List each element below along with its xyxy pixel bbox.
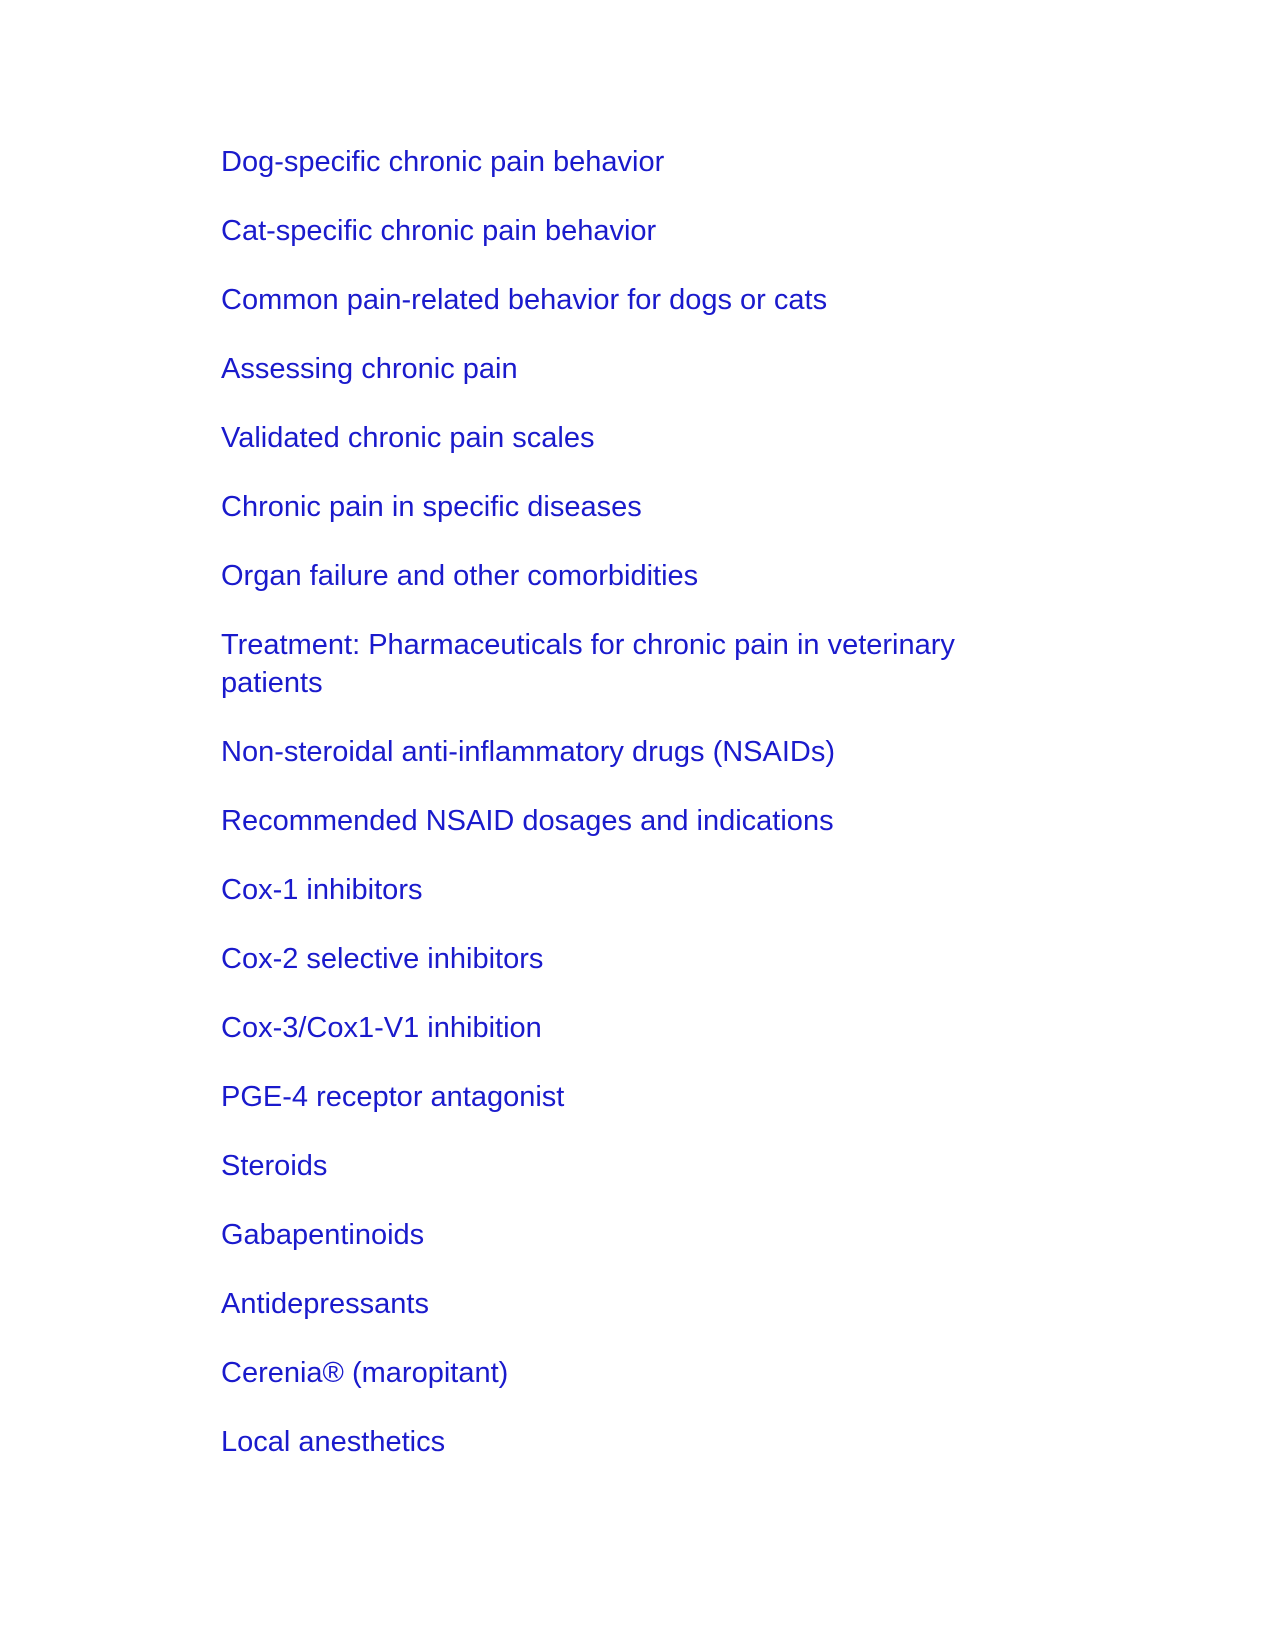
toc-item-assessing bbox=[221, 350, 1041, 388]
toc-item-diseases bbox=[221, 488, 1041, 526]
toc-link-local-anesthetics[interactable]: Local anesthetics bbox=[221, 1426, 446, 1458]
toc-link-cox2[interactable]: Cox-2 selective inhibitors bbox=[221, 943, 544, 975]
toc-item-treatment bbox=[221, 626, 1041, 702]
toc-item-cat-behavior bbox=[221, 212, 1041, 250]
toc-link-dog-behavior[interactable]: Dog-specific chronic pain behavior bbox=[221, 146, 665, 178]
toc-item-pge4 bbox=[221, 1078, 1041, 1116]
toc-item-local-anesthetics bbox=[221, 1423, 1041, 1461]
toc-link-antidepressants[interactable]: Antidepressants bbox=[221, 1288, 429, 1320]
toc-item-cox3 bbox=[221, 1009, 1041, 1047]
toc-link-common-behavior[interactable]: Common pain-related behavior for dogs or cats bbox=[221, 284, 828, 316]
toc-item-nsaids bbox=[221, 733, 1041, 771]
toc-item-organ-failure bbox=[221, 557, 1041, 595]
toc-link-gabapentinoids[interactable]: Gabapentinoids bbox=[221, 1219, 425, 1251]
table-of-contents bbox=[221, 143, 1041, 1492]
toc-link-cox1[interactable]: Cox-1 inhibitors bbox=[221, 874, 423, 906]
toc-link-organ-failure[interactable]: Organ failure and other comorbidities bbox=[221, 560, 699, 592]
toc-link-nsaid-dosages[interactable]: Recommended NSAID dosages and indications bbox=[221, 805, 834, 837]
toc-link-steroids[interactable]: Steroids bbox=[221, 1150, 328, 1182]
toc-link-cat-behavior[interactable]: Cat-specific chronic pain behavior bbox=[221, 215, 657, 247]
toc-link-diseases[interactable]: Chronic pain in specific diseases bbox=[221, 491, 642, 523]
toc-link-treatment[interactable]: Treatment: Pharmaceuticals for chronic pain in veterinary patients bbox=[221, 629, 955, 699]
toc-link-assessing[interactable]: Assessing chronic pain bbox=[221, 353, 518, 385]
toc-item-cox1 bbox=[221, 871, 1041, 909]
toc-link-cerenia[interactable]: Cerenia® (maropitant) bbox=[221, 1357, 509, 1389]
toc-item-cerenia bbox=[221, 1354, 1041, 1392]
toc-item-antidepressants bbox=[221, 1285, 1041, 1323]
toc-item-steroids bbox=[221, 1147, 1041, 1185]
toc-item-scales bbox=[221, 419, 1041, 457]
toc-link-pge4[interactable]: PGE-4 receptor antagonist bbox=[221, 1081, 565, 1113]
toc-item-cox2 bbox=[221, 940, 1041, 978]
toc-item-dog-behavior bbox=[221, 143, 1041, 181]
toc-link-nsaids[interactable]: Non-steroidal anti-inflammatory drugs (NSAIDs) bbox=[221, 736, 836, 768]
toc-item-nsaid-dosages bbox=[221, 802, 1041, 840]
toc-item-common-behavior bbox=[221, 281, 1041, 319]
toc-link-cox3[interactable]: Cox-3/Cox1-V1 inhibition bbox=[221, 1012, 542, 1044]
toc-link-scales[interactable]: Validated chronic pain scales bbox=[221, 422, 595, 454]
toc-item-gabapentinoids bbox=[221, 1216, 1041, 1254]
